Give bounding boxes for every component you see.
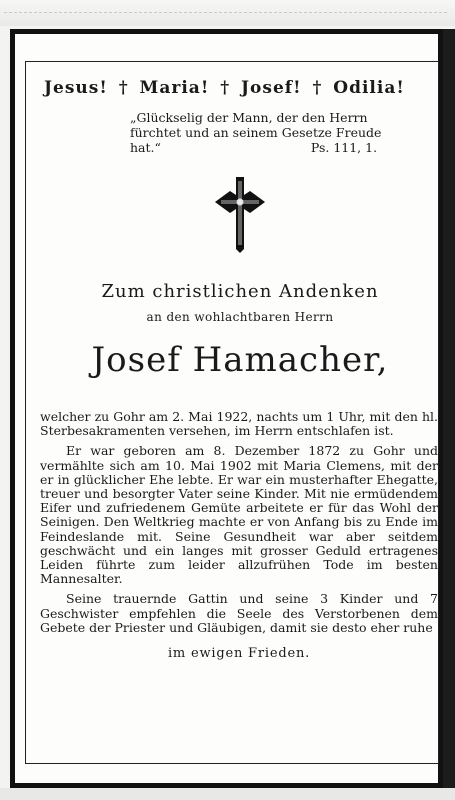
family-paragraph: Seine trauernde Gattin und seine 3 Kinder und 7 Geschwister empfehlen die Seele des Verstorbenen dem Gebete der Priester und Gläubigen, damit sie desto eher ruhe [40, 591, 438, 635]
scan-bottom-edge [0, 788, 455, 800]
card-header-section [40, 78, 440, 380]
perforation-line [4, 12, 447, 13]
psalm-reference: Ps. 111, 1. [310, 140, 378, 155]
quote-line-3-text: hat.“ [130, 140, 161, 155]
quote-line-3 [130, 140, 438, 155]
psalm-quote [130, 110, 438, 155]
biography-paragraph: Er war geboren am 8. Dezember 1872 zu Gohr und vermählte sich am 10. Mai 1902 mit Maria Clemens, mit der er in glücklicher Ehe lebte. Er war ein musterhafter Ehegatte, treuer und besorgter Vater seine Kinder. Mit nie ermüdendem Eifer und zufriedenem Gemüte arbeitete er für das Wohl der Seinigen. Den Weltkrieg machte er von Anfang bis zu Ende im Feindeslande mit. Seine Gesundheit war aber seitdem geschwächt und ein langes mit grosser Geduld ertragenes Leiden führte zum leider allzufrühen Tode im besten Mannesalter. [40, 443, 438, 587]
closing-line: im ewigen Frieden. [167, 646, 311, 662]
scan-right-edge [443, 29, 455, 800]
quote-line-1: „Glückselig der Mann, der den Herrn [130, 110, 368, 125]
cross-icon [213, 175, 267, 253]
deceased-name: Josef Hamacher, [91, 340, 389, 380]
remembrance-subheading: an den wohlachtbaren Herrn [146, 310, 334, 324]
death-paragraph: welcher zu Gohr am 2. Mai 1922, nachts um 1 Uhr, mit den hl. Sterbesakramenten versehen, im Herrn entschlafen ist. [40, 409, 438, 439]
quote-line-2: fürchtet und an seinem Gesetze Freude [130, 125, 382, 140]
remembrance-heading: Zum christlichen Andenken [101, 281, 379, 302]
scan-top-strip [0, 0, 455, 26]
obituary-text [40, 410, 438, 661]
saints-invocation: Jesus! † Maria! † Josef! † Odilia! [44, 78, 405, 98]
